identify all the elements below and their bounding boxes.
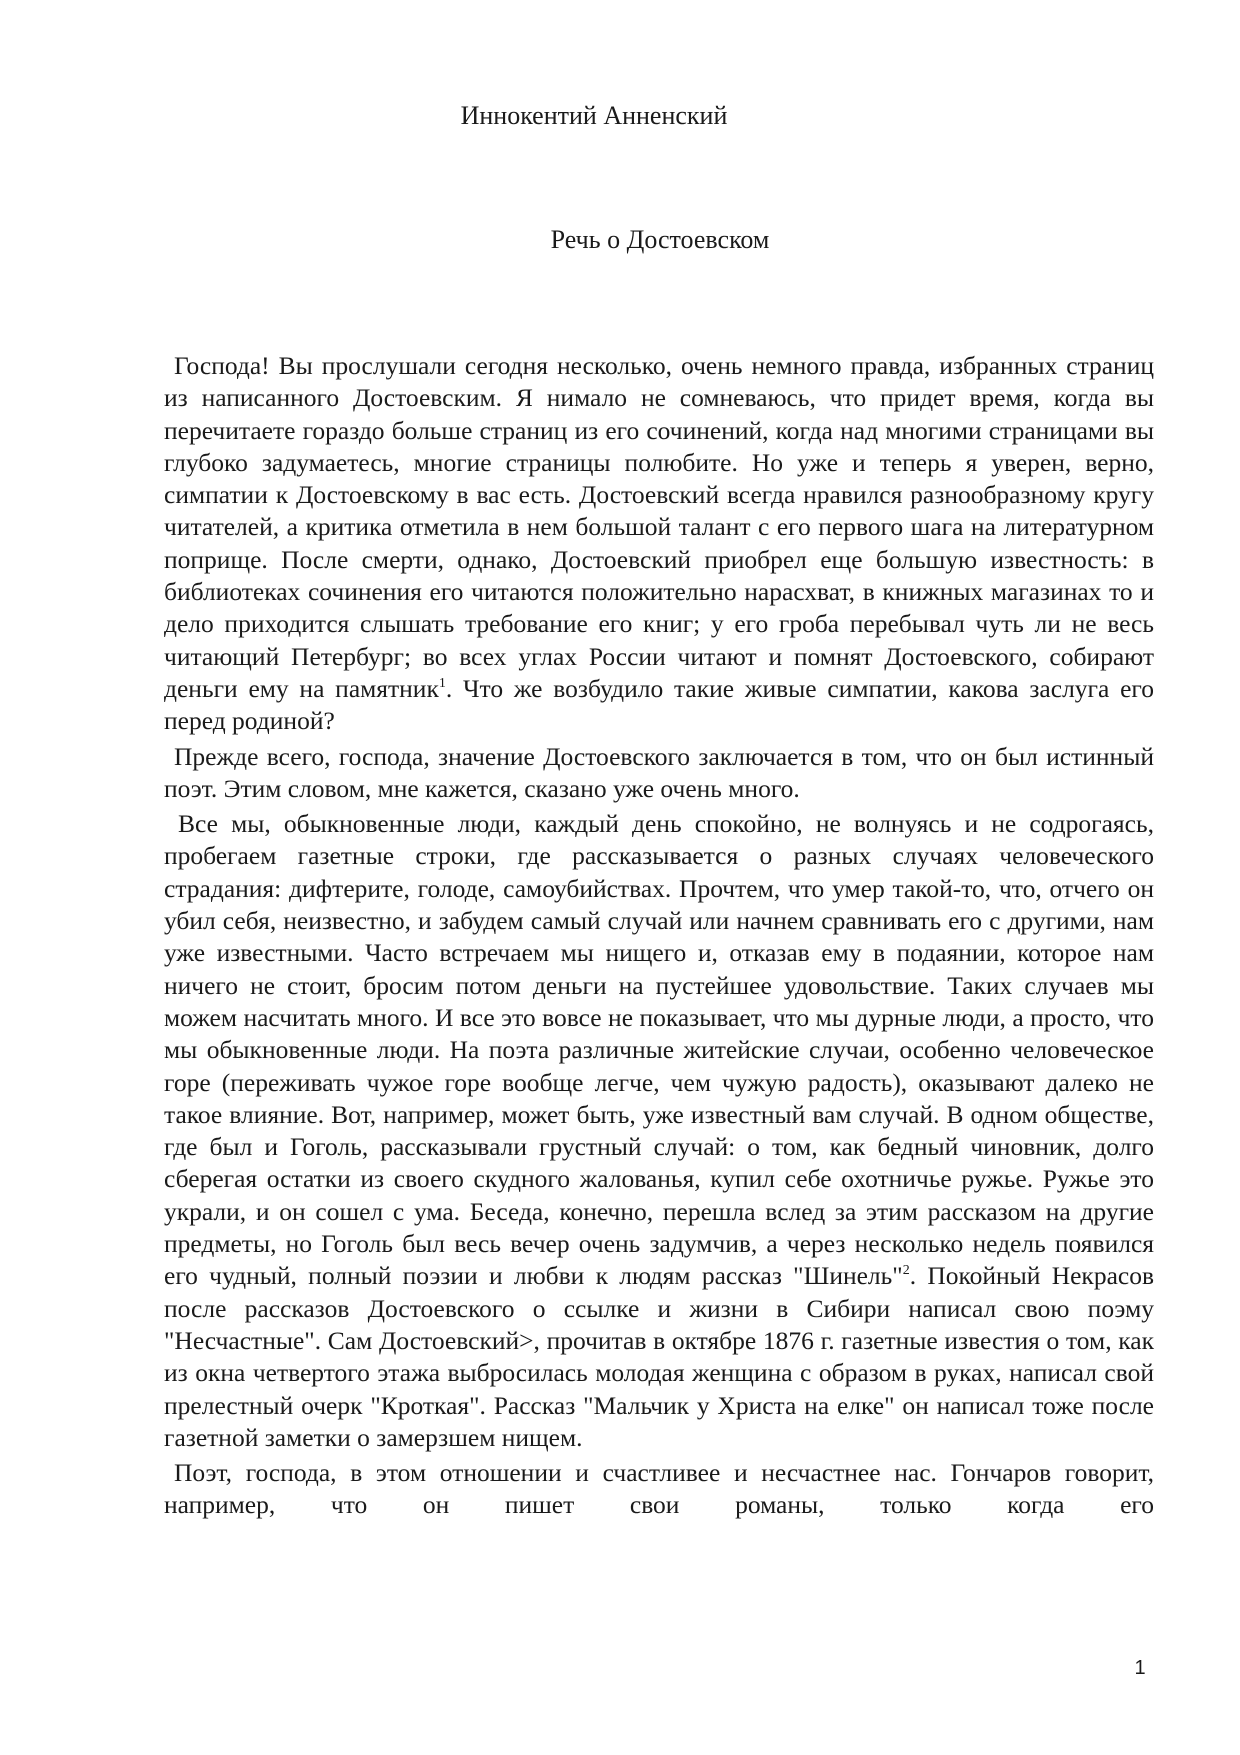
paragraph-1-text-b: . Что же возбудило такие живые симпатии, какова заслуга его перед родиной?	[164, 673, 1154, 736]
paragraph-4: Поэт, господа, в этом отношении и счастливее и несчастнее нас. Гончаров говорит, например, что он пишет свои романы, только когда его	[164, 1458, 1154, 1520]
paragraph-3-text-a: Все мы, обыкновенные люди, каждый день спокойно, не волнуясь и не содрогаясь, пробегаем газетные строки, где рассказывается о разных случаях человеческого страдания: дифтерите, голоде, самоубийствах. Прочтем, что умер такой-то, что, отчего он убил себя, неизвестно, и забудем самый случай или начнем сравнивать его с другими, нам уже известными. Часто встречаем мы нищего и, отказав ему в подаянии, которое нам ничего не стоит, бросим потом деньги на пустейшее удовольствие. Таких случаев мы можем насчитать много. И все это вовсе не показывает, что мы дурные люди, а просто, что мы обыкновенные люди. На поэта различные житейские случаи, особенно человеческое горе (переживать чужое горе вообще легче, чем чужую радость), оказывают далеко не такое влияние. Вот, например, может быть, уже известный вам случай. В одном обществе, где был и Гоголь, рассказывали грустный случай: о том, как бедный чиновник, долго сберегая остатки из своего скудного жалованья, купил себе охотничье ружье. Ружье это украли, и он сошел с ума. Беседа, конечно, перешла вслед за этим рассказом на другие предметы, но Гоголь был весь вечер очень задумчив, а через несколько недель появился его чудный, полный поэзии и любви к людям рассказ "Шинель"	[164, 809, 1154, 1291]
page-number: 1	[1134, 1657, 1146, 1679]
paragraph-2: Прежде всего, господа, значение Достоевского заключается в том, что он был истинный поэт. Этим словом, мне кажется, сказано уже очень много.	[164, 741, 1154, 803]
paragraph-3	[164, 808, 1154, 1454]
paragraph-3-text-b: . Покойный Некрасов после рассказов Достоевского о ссылке и жизни в Сибири написал свою поэму "Несчастные". Сам Достоевский>, прочитав в октябре 1876 г. газетные известия о том, как из окна четвертого этажа выбросилась молодая женщина с образом в руках, написал свой прелестный очерк "Кроткая". Рассказ "Мальчик у Христа на елке" он написал тоже после газетной заметки о замерзшем нищем.	[164, 1261, 1154, 1452]
body-text	[164, 350, 1154, 1525]
author-name: Иннокентий Анненский	[460, 101, 728, 130]
document-title: Речь о Достоевском	[550, 225, 770, 254]
footnote-ref-2[interactable]: 2	[902, 1263, 910, 1279]
paragraph-1	[164, 350, 1154, 738]
paragraph-1-text-a: Господа! Вы прослушали сегодня несколько, очень немного правда, избранных страниц из написанного Достоевским. Я нимало не сомневаюсь, что придет время, когда вы перечитаете гораздо больше страниц из его сочинений, когда над многими страницами вы глубоко задумаетесь, многие страницы полюбите. Но уже и теперь я уверен, верно, симпатии к Достоевскому в вас есть. Достоевский всегда нравился разнообразному кругу читателей, а критика отметила в нем большой талант с его первого шага на литературном поприще. После смерти, однако, Достоевский приобрел еще большую известность: в библиотеках сочинения его читаются положительно нарасхват, в книжных магазинах то и дело приходится слышать требование его книг; у его гроба перебывал чуть ли не весь читающий Петербург; во всех углах России читают и помнят Достоевского, собирают деньги ему на памятник	[164, 351, 1154, 703]
footnote-ref-1[interactable]: 1	[438, 675, 446, 691]
